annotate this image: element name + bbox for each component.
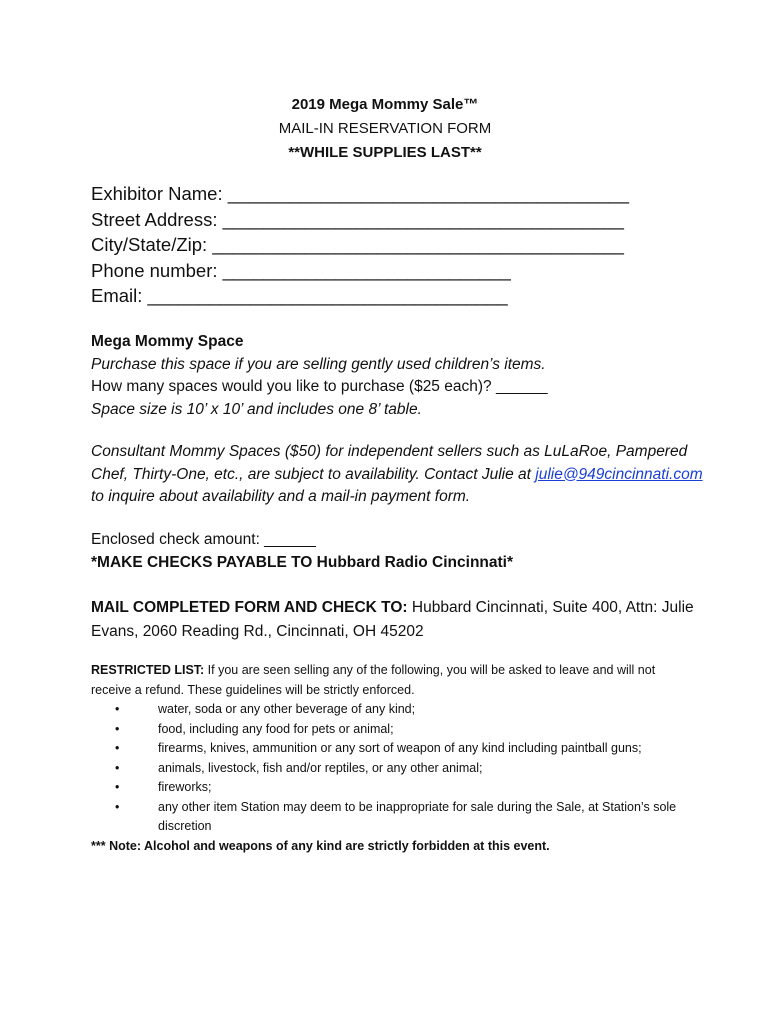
list-item [91,759,691,779]
restricted-intro [91,661,691,700]
list-item-text: fireworks; [158,780,212,794]
list-item-text: water, soda or any other beverage of any kind; [158,702,416,716]
list-item [91,798,691,837]
mega-space-quantity: How many spaces would you like to purchase ($25 each)? ______ [91,378,548,395]
contact-email-link[interactable]: julie@949cincinnati.com [535,465,703,483]
exhibitor-name-field: Exhibitor Name: _______________________________________ [91,183,630,204]
phone-number-field: Phone number: ____________________________ [91,259,511,281]
consultant-text: Consultant Mommy Spaces ($50) for independent sellers such as LuLaRoe, Pampered Chef, Thirty-One, etc., are subject to availability. Contact Julie at [91,443,688,483]
bullet-icon: • [115,799,120,814]
list-item-text: animals, livestock, fish and/or reptiles, or any other animal; [158,760,483,775]
mega-space-size: Space size is 10’ x 10’ and includes one 8’ table. [91,400,422,418]
list-item-text: firearms, knives, ammunition or any sort of weapon of any kind including paintball guns; [158,741,642,755]
restricted-items-list [91,700,691,837]
mega-mommy-space-section [91,331,711,421]
list-item [91,700,691,720]
list-item-text: food, including any food for pets or animal; [158,721,394,736]
mailing-instructions [91,596,711,643]
check-amount-field: Enclosed check amount: ______ [91,531,316,548]
form-title: 2019 Mega Mommy Sale™ [291,96,479,113]
list-item [91,778,691,798]
payment-section [91,529,711,574]
restricted-list-section [91,661,691,856]
consultant-text-end: to inquire about availability and a mail-in payment form. [91,488,471,505]
email-field: Email: ___________________________________ [91,285,508,306]
city-state-zip-field: City/State/Zip: ________________________________________ [91,234,624,255]
mega-space-description: Purchase this space if you are selling gently used children’s items. [91,355,546,373]
checks-payable-notice: *MAKE CHECKS PAYABLE TO Hubbard Radio Cincinnati* [91,553,513,571]
bullet-icon: • [115,760,120,775]
bullet-icon: • [115,721,120,736]
bullet-icon: • [115,780,120,794]
consultant-spaces-paragraph [91,441,711,509]
form-subtitle: MAIL-IN RESERVATION FORM [278,120,492,137]
form-header [0,93,770,165]
bullet-icon: • [115,702,120,716]
list-item [91,739,691,759]
bullet-icon: • [115,741,120,755]
supplies-notice: **WHILE SUPPLIES LAST** [288,144,482,161]
restricted-label: RESTRICTED LIST: [91,663,205,677]
exhibitor-fields [91,181,711,309]
mail-address: Hubbard Cincinnati, Suite 400, Attn: Julie Evans, 2060 Reading Rd., Cincinnati, OH 45202 [91,599,694,640]
list-item-text: any other item Station may deem to be inappropriate for sale during the Sale, at Station’s sole discretion [158,799,677,833]
street-address-field: Street Address: _______________________________________ [91,208,624,230]
alcohol-weapons-note: *** Note: Alcohol and weapons of any kind are strictly forbidden at this event. [91,838,550,853]
restricted-intro-text: If you are seen selling any of the following, you will be asked to leave and will not receive a refund. These guidelines will be strictly enforced. [91,663,656,697]
list-item [91,720,691,740]
mail-label: MAIL COMPLETED FORM AND CHECK TO: [91,599,408,616]
mega-space-heading: Mega Mommy Space [91,333,244,350]
